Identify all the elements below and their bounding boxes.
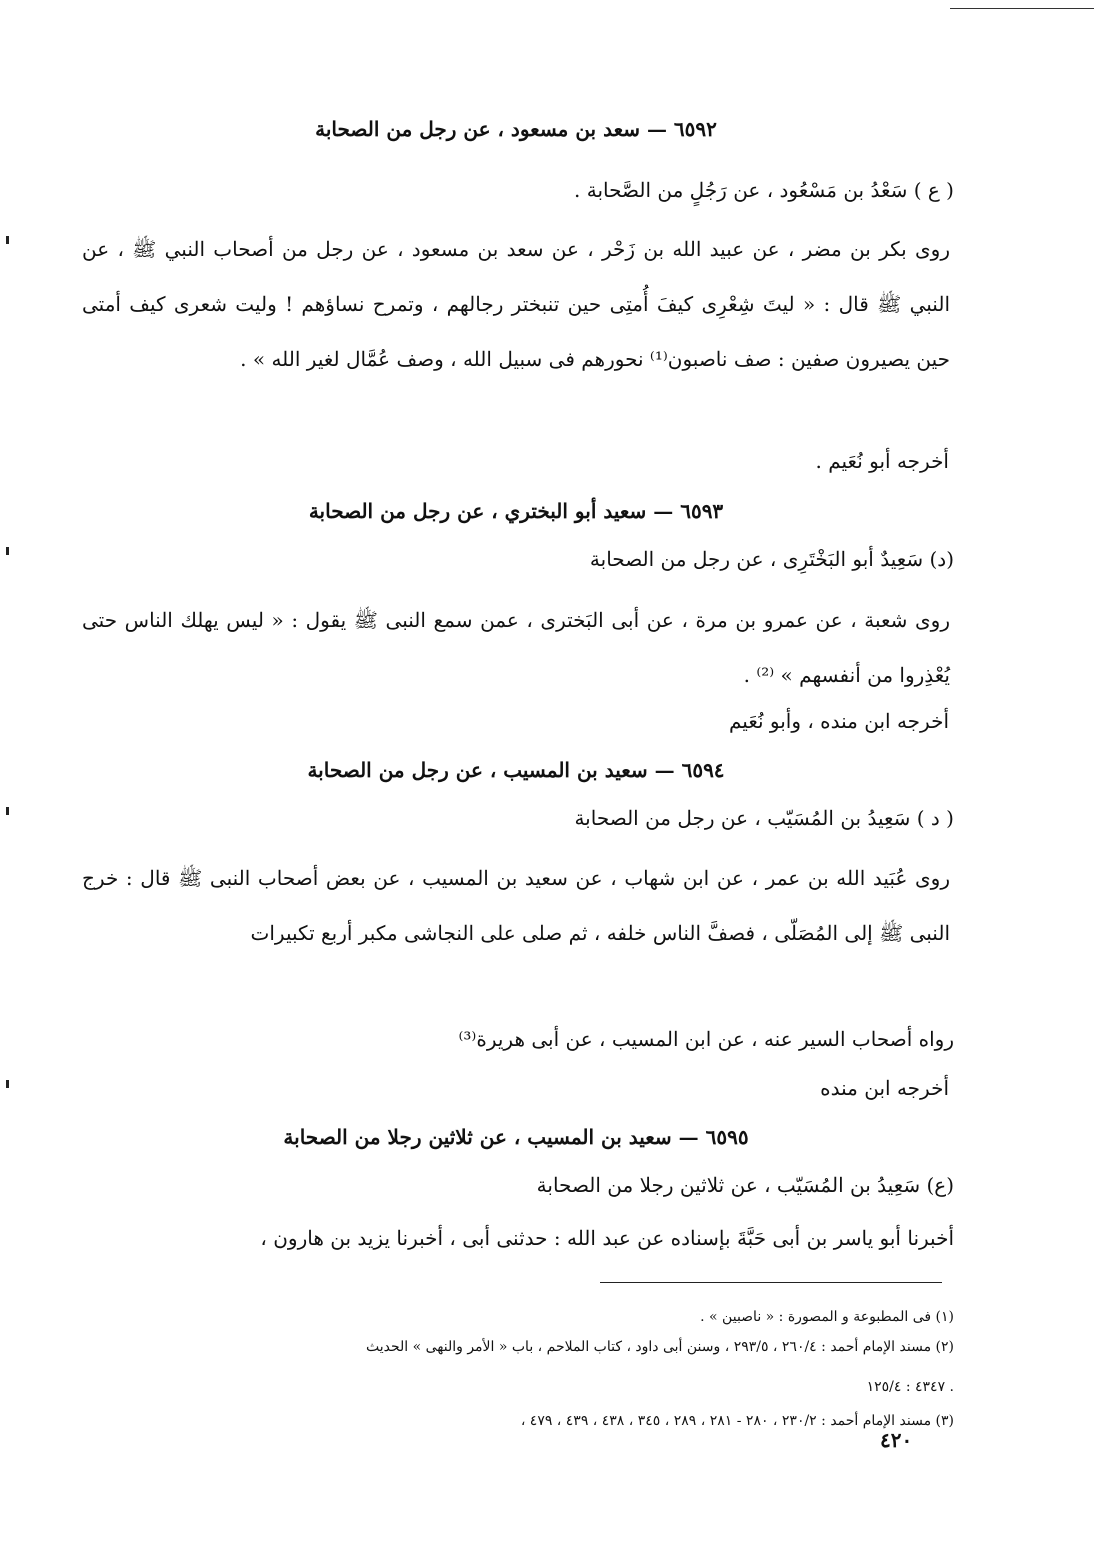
entry-body: روى بكر بن مضر ، عن عبيد الله بن زَحْر ، عن سعد بن مسعود ، عن رجل من أصحاب النبي ﷺ ، عن النبي ﷺ قال : « ليتَ شِعْرِى كيفَ أُمتِى حين تنبختر رجالهم ، وتمرح نساؤهم ! وليت شعرى كيف أمتى حين يصيرون صفين : صف ناصبون⁽¹⁾ نحورهم فى سبيل الله ، وصف عُمَّال لغير الله » . <box>82 237 950 371</box>
margin-mark <box>6 807 9 815</box>
footnote-1: (١) فى المطبوعة و المصورة : « ناصبين » . <box>700 1309 954 1325</box>
entry-heading: ٦٥٩٢ — سعد بن مسعود ، عن رجل من الصحابة <box>315 117 717 141</box>
entry-subheading: ( ع ) سَعْدُ بن مَسْعُود ، عن رَجُلٍ من الصَّحابة . <box>574 178 954 202</box>
entry-source: أخرجه ابن منده <box>820 1076 949 1100</box>
top-rule <box>950 8 1094 9</box>
entry-subheading: ( د ) سَعِيدُ بن المُسَيّب ، عن رجل من الصحابة <box>574 806 954 830</box>
footnote-2: (٢) مسند الإمام أحمد : ٢٦٠/٤ ، ٢٩٣/٥ ، وسنن أبى داود ، كتاب الملاحم ، باب « الأمر والنهى » الحديث <box>365 1339 954 1355</box>
entry-heading: ٦٥٩٣ — سعيد أبو البختري ، عن رجل من الصحابة <box>308 499 724 523</box>
entry-heading: ٦٥٩٤ — سعيد بن المسيب ، عن رجل من الصحابة <box>307 758 725 782</box>
entry-heading: ٦٥٩٥ — سعيد بن المسيب ، عن ثلاثين رجلا من الصحابة <box>283 1125 749 1149</box>
entry-body: روى شعبة ، عن عمرو بن مرة ، عن أبى البَخترى ، عمن سمع النبى ﷺ يقول : « ليس يهلك الناس حتى يُعْذِروا من أنفسهم » ⁽²⁾ . <box>82 608 950 687</box>
entry-subheading: (ع) سَعِيدُ بن المُسَيّب ، عن ثلاثين رجلا من الصحابة <box>536 1173 954 1197</box>
entry-body: روى عُبَيد الله بن عمر ، عن ابن شهاب ، عن سعيد بن المسيب ، عن بعض أصحاب النبى ﷺ قال : خرج النبى ﷺ إلى المُصَلّى ، فصفَّ الناس خلفه ، ثم صلى على النجاشى مكبر أربع تكبيرات <box>82 866 950 945</box>
entry-subheading: (د) سَعِيدٌ أبو البَخْتَرِى ، عن رجل من الصحابة <box>589 547 954 571</box>
entry-source: أخرجه أبو نُعَيم . <box>815 449 949 473</box>
margin-mark <box>6 236 9 244</box>
margin-mark <box>6 547 9 555</box>
entry-riwaya: رواه أصحاب السير عنه ، عن ابن المسيب ، عن أبى هريرة⁽³⁾ <box>458 1027 954 1051</box>
margin-mark <box>6 1080 9 1088</box>
footnote-3: (٣) مسند الإمام أحمد : ٢٣٠/٢ ، ٢٨٠ - ٢٨١ ، ٢٨٩ ، ٣٤٥ ، ٤٣٨ ، ٤٣٩ ، ٤٧٩ ، <box>520 1413 954 1429</box>
footnote-2-continued: ٤٣٤٧ : ١٢٥/٤ . <box>866 1379 954 1395</box>
page-number: ٤٢٠ <box>880 1428 913 1452</box>
entry-body: أخبرنا أبو ياسر بن أبى حَبَّةَ بإسناده عن عبد الله : حدثنى أبى ، أخبرنا يزيد بن هارون ، <box>260 1226 954 1250</box>
entry-source: أخرجه ابن منده ، وأبو نُعَيم <box>728 709 949 733</box>
footnote-rule <box>600 1282 942 1283</box>
